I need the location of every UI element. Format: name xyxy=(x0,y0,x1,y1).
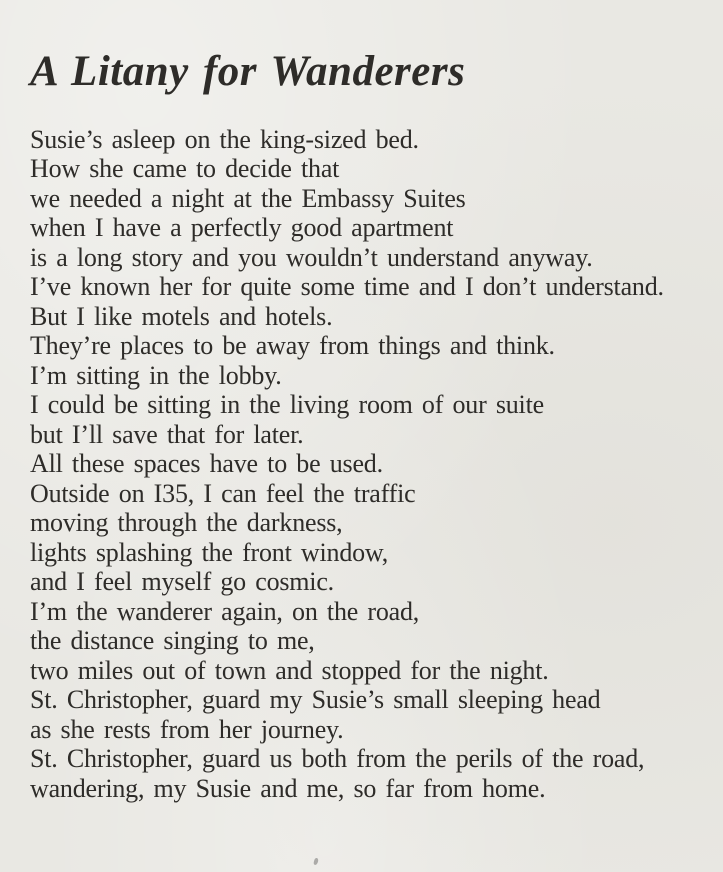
poem-line: lights splashing the front window, xyxy=(30,537,389,567)
poem-line: and I feel myself go cosmic. xyxy=(30,567,334,597)
poem-line: we needed a night at the Embassy Suites xyxy=(30,183,466,213)
poem-line: But I like motels and hotels. xyxy=(30,301,333,331)
poem-body xyxy=(30,125,705,804)
poem-line: is a long story and you wouldn’t understand anyway. xyxy=(30,242,593,272)
poem-line: Susie’s asleep on the king-sized bed. xyxy=(30,124,419,154)
poem-line: All these spaces have to be used. xyxy=(30,449,383,479)
poem-line: How she came to decide that xyxy=(30,154,340,184)
poem-line: moving through the darkness, xyxy=(30,508,343,538)
poem-line: Outside on I35, I can feel the traffic xyxy=(30,478,416,508)
poem-line: I’m sitting in the lobby. xyxy=(30,360,282,390)
poem-title: A Litany for Wanderers xyxy=(30,48,466,95)
poem-line: but I’ll save that for later. xyxy=(30,419,304,449)
poem-line: St. Christopher, guard us both from the perils of the road, xyxy=(30,744,645,774)
poem-line: as she rests from her journey. xyxy=(30,714,344,744)
poem-line: I’m the wanderer again, on the road, xyxy=(30,596,420,626)
poem-line: I could be sitting in the living room of our suite xyxy=(30,390,544,420)
poem-line: St. Christopher, guard my Susie’s small sleeping head xyxy=(30,685,601,715)
poem-line: They’re places to be away from things and think. xyxy=(30,331,555,361)
poem-line: I’ve known her for quite some time and I don’t understand. xyxy=(30,272,664,302)
poem-line: two miles out of town and stopped for the night. xyxy=(30,655,549,685)
poem-line: when I have a perfectly good apartment xyxy=(30,213,454,243)
poem-line: wandering, my Susie and me, so far from home. xyxy=(30,773,546,803)
poem-line: the distance singing to me, xyxy=(30,626,315,656)
scan-speck-artifact xyxy=(313,858,319,866)
